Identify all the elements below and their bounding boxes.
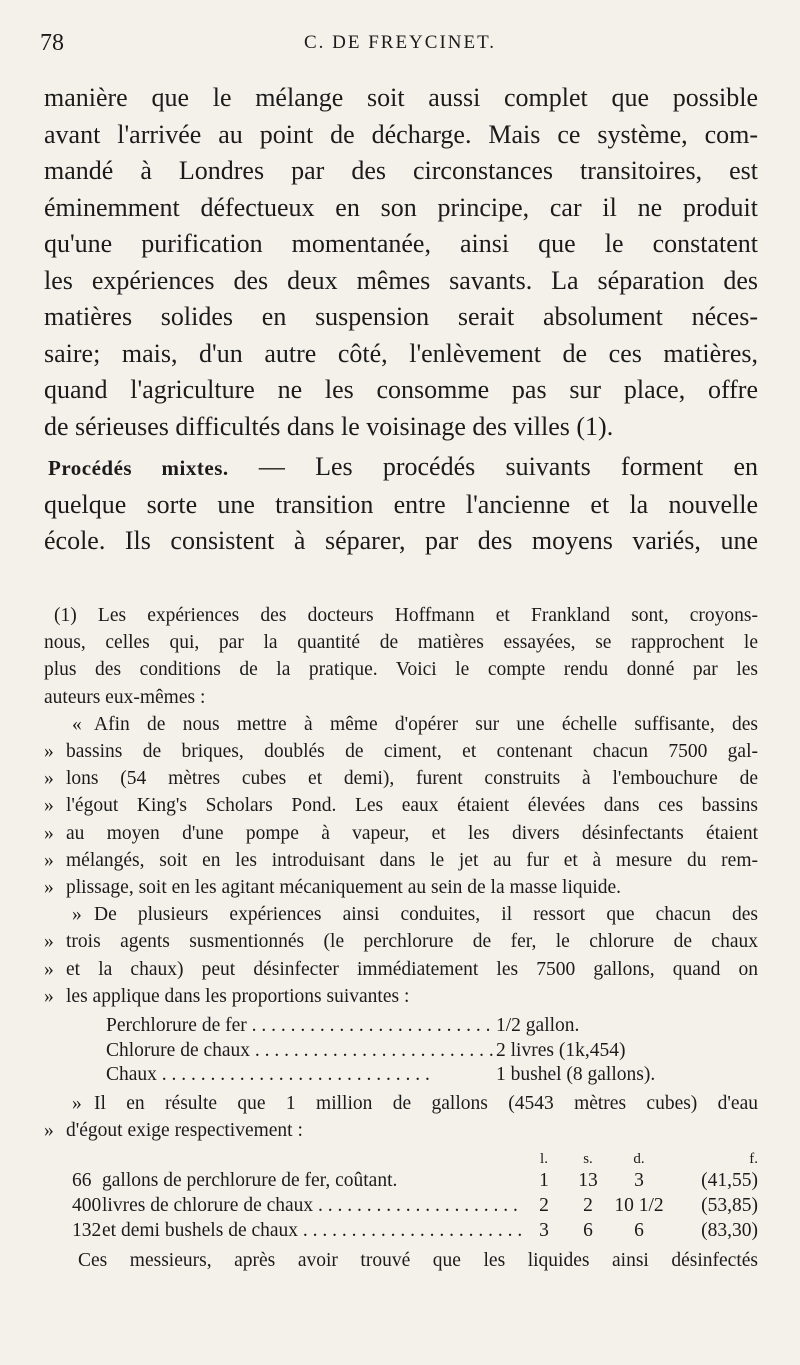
header-livres: l. [540,1150,548,1167]
cost-shillings: 13 [578,1169,598,1191]
cost-pence: 3 [634,1169,644,1191]
text-line [44,449,758,487]
cost-pence: 10 1/2 [614,1194,664,1216]
footnote-line: plus des conditions de la pratique. Voici le compte rendu donné par les [44,659,758,681]
quote-line: » l'égout King's Scholars Pond. Les eaux étaient élevées dans ces bassins [44,795,758,817]
cost-francs: (41,55) [701,1169,758,1191]
footnote-text [44,1247,758,1274]
page-number: 78 [40,30,64,56]
dose-agent: Chlorure de chaux . . . [106,1039,496,1064]
dose-table [106,1014,666,1088]
cost-row [72,1218,762,1243]
text-line: qu'une purification momentanée, ainsi que le constatent [44,229,758,258]
cost-table [72,1150,762,1243]
cost-item: gallons de perchlorure de fer, coûtant. [102,1169,398,1191]
cost-francs: (83,30) [701,1219,758,1241]
quote-line: » les applique dans les proportions suivantes : [44,985,410,1007]
quote-line: » plissage, soit en les agitant mécaniquement au sein de la masse liquide. [44,877,622,899]
cost-table-header [72,1150,762,1168]
footnote-line: auteurs eux-mêmes : [44,686,206,708]
paragraph [44,80,758,445]
footnote-line: nous, celles qui, par la quantité de matières essayées, se rapprochent le [44,632,758,654]
paragraph [44,449,758,560]
cost-livres: 2 [539,1194,549,1216]
text-line: de sérieuses difficultés dans le voisinage des villes (1). [44,411,614,441]
quote-line: » et la chaux) peut désinfecter immédiatement les 7500 gallons, quand on [44,958,758,980]
cost-row [72,1193,762,1218]
footnote-line: Ces messieurs, après avoir trouvé que les liquides ainsi désinfectés [78,1249,758,1271]
cost-shillings: 6 [583,1219,593,1241]
text-line: matières solides en suspension serait absolument néces- [44,302,758,331]
quote-line: » bassins de briques, doublés de ciment, et contenant chacun 7500 gal- [44,741,758,763]
quote-line: » au moyen d'une pompe à vapeur, et les divers désinfectants étaient [44,822,758,844]
cost-livres: 1 [539,1169,549,1191]
footnote-text [44,1090,758,1144]
running-head: C. DE FREYCINET. [303,32,497,53]
quote-line: » trois agents susmentionnés (le perchlorure de fer, le chlorure de chaux [44,931,758,953]
cost-item: livres de chlorure de chaux . . . [102,1193,522,1218]
quote-line: » mélangés, soit en les introduisant dans le jet au fur et à mesure du rem- [44,849,758,871]
dose-row [106,1063,666,1088]
text-line: saire; mais, d'un autre côté, l'enlèvement de ces matières, [44,338,758,368]
quote-line: » De plusieurs expériences ainsi conduites, il ressort que chacun des [72,904,758,926]
dose-agent: Perchlorure de fer . . . [106,1014,496,1039]
quote-line: » lons (54 mètres cubes et demi), furent construits à l'embouchure de [44,768,758,790]
dose-row [106,1014,666,1039]
text-line: quelque sorte une transition entre l'ancienne et la nouvelle [44,489,758,519]
footnote-line: (1) Les expériences des docteurs Hoffmann et Frankland sont, croyons- [54,605,758,626]
text-line: école. Ils consistent à séparer, par des moyens variés, une [44,526,758,555]
dose-quantity: 1/2 gallon. [496,1015,580,1037]
text-line: avant l'arrivée au point de décharge. Mais ce système, com- [44,119,758,149]
dose-quantity: 2 livres (1k,454) [496,1039,626,1061]
header-francs: f. [749,1150,758,1167]
cost-shillings: 2 [583,1194,593,1216]
dose-agent: Chaux . . . [106,1063,496,1088]
cost-pence: 6 [634,1219,644,1241]
quote-line: « Afin de nous mettre à même d'opérer sur une échelle suffisante, des [72,713,758,735]
cost-quantity: 132 [72,1219,102,1241]
dose-row [106,1039,666,1064]
header-pence: d. [633,1150,645,1167]
cost-francs: (53,85) [701,1194,758,1216]
header-shillings: s. [583,1150,593,1167]
text-fragment: — Les procédés suivants forment en [228,452,758,481]
footnote [44,602,758,1274]
cost-row [72,1168,762,1193]
cost-quantity: 66 [72,1169,92,1191]
cost-item: et demi bushels de chaux . . . [102,1218,522,1243]
text-line: mandé à Londres par des circonstances transitoires, est [44,156,758,185]
section-title: Procédés mixtes. [48,456,229,480]
main-text [44,80,758,560]
dose-quantity: 1 bushel (8 gallons). [496,1064,656,1086]
quote-line: » d'égout exige respectivement : [44,1119,303,1141]
cost-livres: 3 [539,1219,549,1241]
cost-quantity: 400 [72,1194,102,1216]
text-line: les expériences des deux mêmes savants. La séparation des [44,265,758,295]
page-header [40,30,760,70]
text-line: manière que le mélange soit aussi complet que possible [44,83,758,112]
text-line: quand l'agriculture ne les consomme pas sur place, offre [44,375,758,404]
text-line: éminemment défectueux en son principe, car il ne produit [44,192,758,222]
quote-line: » Il en résulte que 1 million de gallons (4543 mètres cubes) d'eau [72,1092,758,1114]
footnote-text [44,602,758,1010]
